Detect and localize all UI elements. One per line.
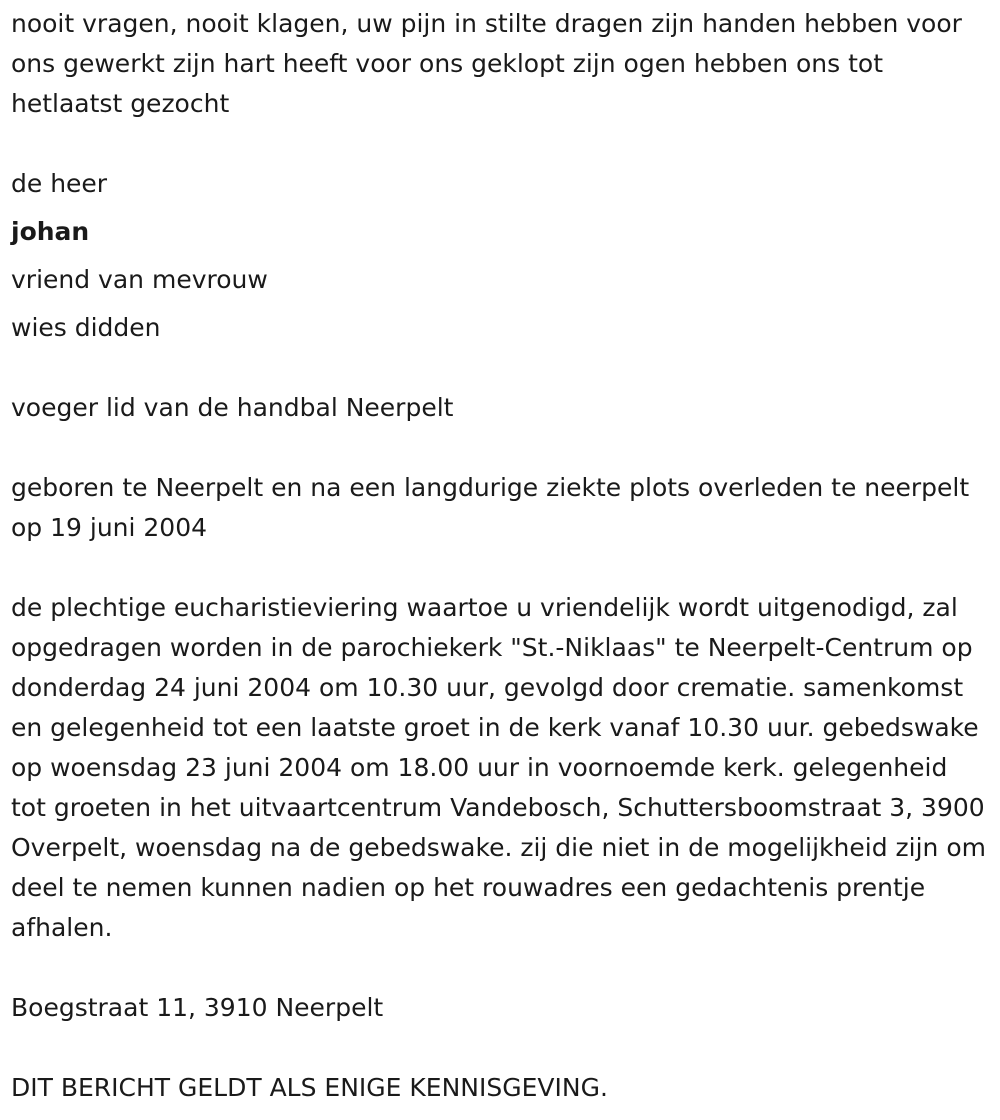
- spacer: [11, 948, 989, 988]
- intro-paragraph: nooit vragen, nooit klagen, uw pijn in stilte dragen zijn handen hebben voor ons gewerkt zijn hart heeft voor ons geklopt zijn ogen hebben ons tot hetlaatst gezocht: [11, 9, 962, 118]
- spacer: [11, 1028, 989, 1068]
- spacer: [11, 124, 989, 164]
- former-member-line: voeger lid van de handbal Neerpelt: [11, 393, 454, 422]
- deceased-name: johan: [11, 217, 90, 246]
- spacer: [11, 548, 989, 588]
- birth-death-paragraph: geboren te Neerpelt en na een langdurige ziekte plots overleden te neerpelt op 19 juni 2004: [11, 473, 970, 542]
- spacer: [11, 348, 989, 388]
- relation-line-1: vriend van mevrouw: [11, 265, 268, 294]
- spacer: [11, 428, 989, 468]
- relation-line-2: wies didden: [11, 313, 161, 342]
- honorific: de heer: [11, 169, 108, 198]
- notice-line: DIT BERICHT GELDT ALS ENIGE KENNISGEVING.: [11, 1073, 608, 1102]
- ceremony-paragraph: de plechtige eucharistieviering waartoe u vriendelijk wordt uitgenodigd, zal opgedragen worden in de parochiekerk "St.-Niklaas" te Neerpelt-Centrum op donderdag 24 juni 2004 om 10.30 uur, gevolgd door crematie. samenkomst en gelegenheid tot een laatste groet in de kerk vanaf 10.30 uur. gebedswake op woensdag 23 juni 2004 om 18.00 uur in voornoemde kerk. gelegenheid tot groeten in het uitvaartcentrum Vandebosch, Schuttersboomstraat 3, 3900 Overpelt, woensdag na de gebedswake. zij die niet in de mogelijkheid zijn om deel te nemen kunnen nadien op het rouwadres een gedachtenis prentje afhalen.: [11, 593, 986, 942]
- mourning-address: Boegstraat 11, 3910 Neerpelt: [11, 993, 384, 1022]
